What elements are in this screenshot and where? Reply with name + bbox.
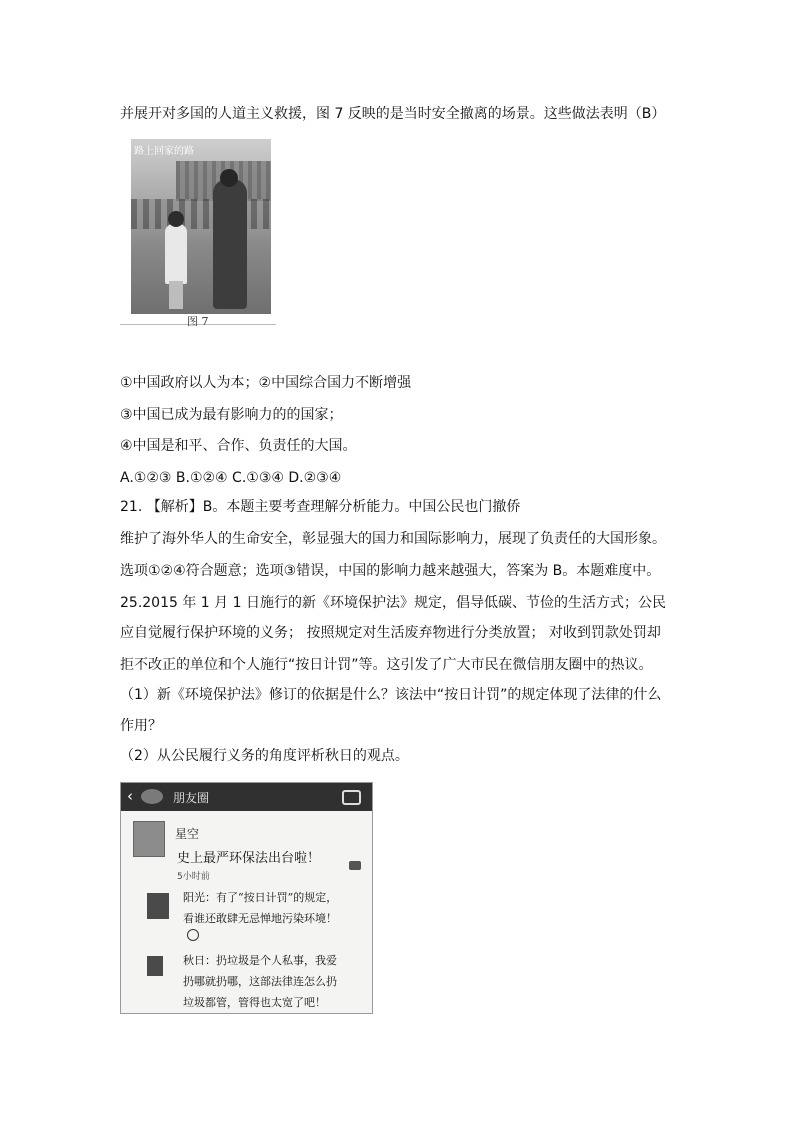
- sub-question-1: （1）新《环境保护法》修订的依据是什么？该法中“按日计罚”的规定体现了法律的什么: [120, 687, 662, 703]
- analysis-line: 21. 【解析】B。本题主要考查理解分析能力。中国公民也门撤侨: [120, 499, 521, 515]
- comment-line: 看谁还敢肆无忌惮地污染环境！: [183, 912, 337, 925]
- photo-child-head: [168, 211, 184, 227]
- evacuation-photo: [131, 139, 271, 314]
- wechat-top-bar: [121, 783, 372, 811]
- sub-question-1-cont: 作用？: [120, 718, 162, 734]
- post-time: 5小时前: [177, 872, 210, 882]
- wechat-logo-icon: [141, 789, 163, 804]
- photo-soldier-head: [220, 169, 238, 187]
- comment-line: 秋日：扔垃圾是个人私事，我爱: [183, 954, 337, 967]
- comment-line: 垃圾都管，管得也太宽了吧！: [183, 996, 326, 1009]
- question-25-line: 25.2015 年 1 月 1 日施行的新《环境保护法》规定，倡导低碳、节俭的生活方式；公民: [120, 595, 666, 611]
- like-icon: [187, 929, 199, 941]
- avatar: [133, 821, 165, 857]
- comment-line: 阳光：有了“按日计罚”的规定，: [183, 891, 338, 904]
- avatar: [147, 893, 169, 919]
- post-text: 史上最严环保法出台啦！: [177, 851, 321, 866]
- comment-line: 扔哪就扔哪，这部法律连怎么扔: [183, 975, 337, 988]
- photo-crowd: [131, 199, 271, 229]
- camera-icon: [342, 790, 361, 805]
- question-intro: 并展开对多国的人道主义救援，图 7 反映的是当时安全撤离的场景。这些做法表明（B）: [120, 106, 666, 122]
- avatar: [147, 956, 163, 976]
- analysis-line: 维护了海外华人的生命安全，彰显强大的国力和国际影响力，展现了负责任的大国形象。: [120, 531, 666, 547]
- back-arrow-icon: ‹: [127, 787, 133, 805]
- comment-icon: [349, 861, 361, 870]
- option-line: ①中国政府以人为本；②中国综合国力不断增强: [120, 375, 412, 391]
- analysis-line: 选项①②④符合题意；选项③错误，中国的影响力越来越强大，答案为 B。本题难度中。: [120, 563, 661, 579]
- photo-overlay-title: 路上回家的路: [134, 146, 194, 157]
- figure-caption: 图 7: [187, 315, 209, 328]
- poster-name: 星空: [175, 827, 200, 841]
- wechat-moments-screenshot: [120, 782, 373, 1014]
- option-line: ③中国已成为最有影响力的的国家；: [120, 407, 343, 423]
- question-25-line: 拒不改正的单位和个人施行“按日计罚”等。这引发了广大市民在微信朋友圈中的热议。: [120, 657, 653, 673]
- option-line: ④中国是和平、合作、负责任的大国。: [120, 438, 357, 454]
- answer-choices: A.①②③ B.①②④ C.①③④ D.②③④: [120, 470, 342, 486]
- photo-child: [165, 224, 187, 284]
- sub-question-2: （2）从公民履行义务的角度评析秋日的观点。: [120, 748, 409, 764]
- wechat-title: 朋友圈: [173, 791, 210, 805]
- photo-soldier: [213, 179, 247, 309]
- question-25-line: 应自觉履行保护环境的义务； 按照规定对生活废弃物进行分类放置； 对收到罚款处罚却: [120, 625, 661, 641]
- photo-child-legs: [169, 281, 183, 309]
